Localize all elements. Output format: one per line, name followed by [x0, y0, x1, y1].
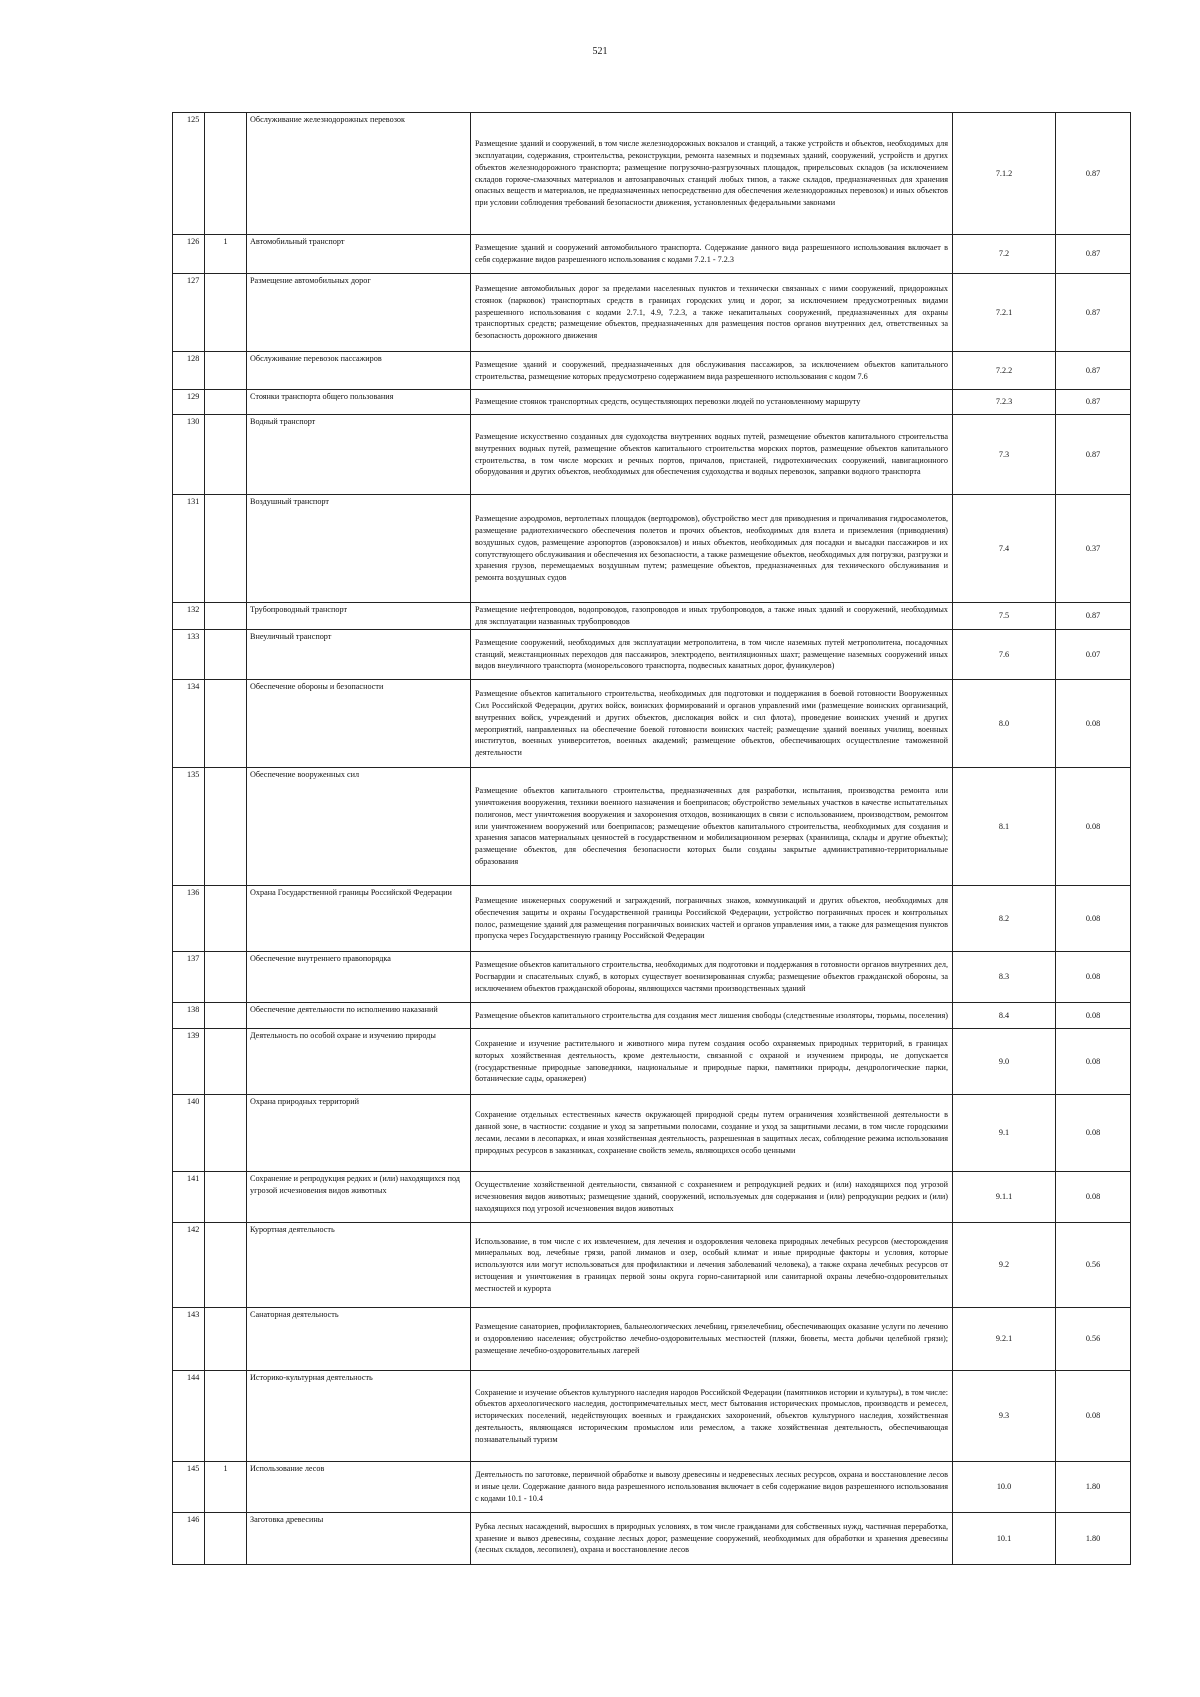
- land-use-description: Размещение объектов капитального строительства, необходимых для подготовки и поддержания в готовности органов внутренних дел, Росгвардии и спасательных служб, в которых существует военизированная служба; размещение объектов гражданской обороны, за исключением объектов гражданской обороны, являющихся частями производственных зданий: [471, 952, 953, 1003]
- land-use-description: Использование, в том числе с их извлечением, для лечения и оздоровления человека природных лечебных ресурсов (месторождения минеральных вод, лечебные грязи, рапой лиманов и озер, особый климат и иные природные факторы и условия, которые используются или могут использоваться для профилактики и лечения заболеваний человека), а также охрана лечебных ресурсов от истощения и уничтожения в границах первой зоны округа горно-санитарной или санитарной охраны лечебно-оздоровительных местностей и курорта: [471, 1223, 953, 1308]
- coefficient: 0.08: [1056, 1371, 1131, 1462]
- coefficient: 0.37: [1056, 495, 1131, 603]
- land-use-description: Рубка лесных насаждений, выросших в природных условиях, в том числе гражданами для собственных нужд, частичная переработка, хранение и вывоз древесины, создание лесных дорог, размещение сооружений, необходимых для обработки и хранения древесины (лесных складов, лесопилен), охрана и восстановление лесов: [471, 1513, 953, 1565]
- land-use-code: 9.3: [953, 1371, 1056, 1462]
- land-use-name: Обеспечение обороны и безопасности: [247, 680, 471, 768]
- coefficient: 0.08: [1056, 768, 1131, 886]
- row-number: 141: [173, 1172, 205, 1223]
- table-row: [173, 630, 1131, 680]
- table-row: [173, 1513, 1131, 1565]
- land-use-name: Обслуживание перевозок пассажиров: [247, 352, 471, 390]
- land-use-description: Размещение объектов капитального строительства, предназначенных для разработки, испытания, производства ремонта или уничтожения вооружения, техники военного назначения и боеприпасов; обустройство земельных участков в качестве испытательных полигонов, мест уничтожения вооружения и захоронения отходов, возникающих в связи с использованием, производством, ремонтом или уничтожением вооружений или боеприпасов; размещение объектов капитального строительства, необходимых для создания и хранения запасов материальных ценностей в государственном и мобилизационном резервах (хранилища, склады и другие объекты); размещение объектов, для обеспечения безопасности которых были созданы закрытые административно-территориальные образования: [471, 768, 953, 886]
- coefficient: 0.87: [1056, 603, 1131, 630]
- land-use-description: Осуществление хозяйственной деятельности, связанной с сохранением и репродукцией редких и (или) находящихся под угрозой исчезновения видов животных; размещение зданий, сооружений, используемых для содержания и (или) репродукции редких и (или) находящихся под угрозой исчезновения видов животных: [471, 1172, 953, 1223]
- land-use-name: Трубопроводный транспорт: [247, 603, 471, 630]
- row-level: [205, 630, 247, 680]
- land-use-name: Деятельность по особой охране и изучению природы: [247, 1029, 471, 1095]
- row-level: [205, 768, 247, 886]
- land-use-description: Сохранение и изучение растительного и животного мира путем создания особо охраняемых природных территорий, в границах которых хозяйственная деятельность, кроме деятельности, связанной с охраной и изучением природы, не допускается (государственные природные заповедники, национальные и природные парки, памятники природы, дендрологические парки, ботанические сады, оранжереи): [471, 1029, 953, 1095]
- table-row: [173, 1029, 1131, 1095]
- coefficient: 0.08: [1056, 1029, 1131, 1095]
- coefficient: 1.80: [1056, 1462, 1131, 1513]
- row-level: [205, 495, 247, 603]
- land-use-code: 9.2: [953, 1223, 1056, 1308]
- row-number: 145: [173, 1462, 205, 1513]
- row-level: [205, 886, 247, 952]
- row-level: [205, 1308, 247, 1371]
- table-row: [173, 274, 1131, 352]
- row-level: [205, 1003, 247, 1029]
- land-use-name: Обеспечение деятельности по исполнению наказаний: [247, 1003, 471, 1029]
- land-use-description: Размещение зданий и сооружений автомобильного транспорта. Содержание данного вида разрешенного использования включает в себя содержание видов разрешенного использования с кодами 7.2.1 - 7.2.3: [471, 235, 953, 274]
- row-number: 134: [173, 680, 205, 768]
- land-use-code: 7.2.3: [953, 390, 1056, 415]
- row-level: [205, 274, 247, 352]
- table-row: [173, 390, 1131, 415]
- row-number: 129: [173, 390, 205, 415]
- land-use-description: Размещение искусственно созданных для судоходства внутренних водных путей, размещение объектов капитального строительства внутренних водных путей, размещение объектов капитального строительства морских портов, размещение объектов капитального строительства, в том числе морских и речных портов, причалов, пристаней, гидротехнических сооружений, навигационного оборудования и других объектов, необходимых для обеспечения судоходства и водных перевозок, заправки водного транспорта: [471, 415, 953, 495]
- land-use-code: 7.2.1: [953, 274, 1056, 352]
- row-number: 127: [173, 274, 205, 352]
- coefficient: 0.08: [1056, 1172, 1131, 1223]
- table-row: [173, 1003, 1131, 1029]
- row-level: [205, 1172, 247, 1223]
- coefficient: 0.08: [1056, 1003, 1131, 1029]
- land-use-description: Размещение объектов капитального строительства, необходимых для подготовки и поддержания в боевой готовности Вооруженных Сил Российской Федерации, других войск, воинских формирований и органов управлений ими (размещение воинских организаций, внутренних войск, учреждений и других объектов, дислокация войск и сил флота), проведение воинских учений и других мероприятий, направленных на обеспечение боевой готовности воинских частей; размещение зданий военных училищ, военных институтов, военных университетов, военных академий; размещение объектов, обеспечивающих осуществление таможенной деятельности: [471, 680, 953, 768]
- table-row: [173, 415, 1131, 495]
- land-use-code: 7.2: [953, 235, 1056, 274]
- land-use-code: 8.4: [953, 1003, 1056, 1029]
- row-number: 128: [173, 352, 205, 390]
- land-use-description: Размещение зданий и сооружений, в том числе железнодорожных вокзалов и станций, а также устройств и объектов, необходимых для эксплуатации, содержания, строительства, реконструкции, ремонта наземных и подземных зданий, сооружений, устройств и других объектов железнодорожного транспорта; размещение погрузочно-разгрузочных площадок, прирельсовых складов (за исключением складов горюче-смазочных материалов и автозаправочных станций любых типов, а также складов, предназначенных для хранения опасных веществ и материалов, не предназначенных непосредственно для обеспечения железнодорожных перевозок) и иных объектов при условии соблюдения требований безопасности движения, установленных федеральными законами: [471, 113, 953, 235]
- land-use-name: Размещение автомобильных дорог: [247, 274, 471, 352]
- table-row: [173, 952, 1131, 1003]
- land-use-code: 7.2.2: [953, 352, 1056, 390]
- row-level: [205, 680, 247, 768]
- row-number: 136: [173, 886, 205, 952]
- coefficient: 0.08: [1056, 1095, 1131, 1172]
- row-number: 132: [173, 603, 205, 630]
- land-use-name: Обеспечение вооруженных сил: [247, 768, 471, 886]
- land-use-name: Автомобильный транспорт: [247, 235, 471, 274]
- row-level: [205, 1371, 247, 1462]
- land-use-description: Размещение автомобильных дорог за пределами населенных пунктов и технически связанных с ними сооружений, придорожных стоянок (парковок) транспортных средств в границах городских улиц и дорог, за исключением предусмотренных видами разрешенного использования с кодами 2.7.1, 4.9, 7.2.3, а также некапитальных сооружений, предназначенных для охраны транспортных средств; размещение объектов, предназначенных для размещения постов органов внутренних дел, ответственных за безопасность дорожного движения: [471, 274, 953, 352]
- row-number: 133: [173, 630, 205, 680]
- coefficient: 0.87: [1056, 390, 1131, 415]
- land-use-code: 10.1: [953, 1513, 1056, 1565]
- land-use-name: Стоянки транспорта общего пользования: [247, 390, 471, 415]
- coefficient: 0.56: [1056, 1308, 1131, 1371]
- row-number: 131: [173, 495, 205, 603]
- row-level: [205, 1095, 247, 1172]
- coefficient: 0.87: [1056, 113, 1131, 235]
- land-use-description: Размещение санаториев, профилакториев, бальнеологических лечебниц, грязелечебниц, обеспечивающих оказание услуги по лечению и оздоровлению населения; обустройство лечебно-оздоровительных местностей (пляжи, бюветы, места добычи целебной грязи); размещение лечебно-оздоровительных лагерей: [471, 1308, 953, 1371]
- land-use-description: Размещение аэродромов, вертолетных площадок (вертодромов), обустройство мест для приводнения и причаливания гидросамолетов, размещение радиотехнического обеспечения полетов и прочих объектов, необходимых для взлета и приземления (приводнения) воздушных судов, размещение аэропортов (аэровокзалов) и иных объектов, необходимых для посадки и высадки пассажиров и их сопутствующего обслуживания и обеспечения их безопасности, а также размещение объектов, необходимых для погрузки, разгрузки и хранения грузов, перемещаемых воздушным путем; размещение объектов, предназначенных для технического обслуживания и ремонта воздушных судов: [471, 495, 953, 603]
- land-use-code: 7.6: [953, 630, 1056, 680]
- table-row: [173, 495, 1131, 603]
- table-row: [173, 1172, 1131, 1223]
- land-use-name: Обслуживание железнодорожных перевозок: [247, 113, 471, 235]
- land-use-description: Деятельность по заготовке, первичной обработке и вывозу древесины и недревесных лесных ресурсов, охрана и восстановление лесов и иные цели. Содержание данного вида разрешенного использования включает в себя содержание видов разрешенного использования с кодами 10.1 - 10.4: [471, 1462, 953, 1513]
- row-level: [205, 352, 247, 390]
- page-number: 521: [592, 46, 608, 57]
- table-row: [173, 1095, 1131, 1172]
- land-use-name: Воздушный транспорт: [247, 495, 471, 603]
- land-use-name: Сохранение и репродукция редких и (или) находящихся под угрозой исчезновения видов животных: [247, 1172, 471, 1223]
- table-row: [173, 113, 1131, 235]
- land-use-code: 9.1: [953, 1095, 1056, 1172]
- land-use-code: 8.1: [953, 768, 1056, 886]
- land-use-code: 7.5: [953, 603, 1056, 630]
- row-level: [205, 390, 247, 415]
- land-use-table: [172, 112, 1131, 1565]
- row-level: 1: [205, 235, 247, 274]
- table-row: [173, 1308, 1131, 1371]
- land-use-code: 9.0: [953, 1029, 1056, 1095]
- row-number: 142: [173, 1223, 205, 1308]
- row-number: 135: [173, 768, 205, 886]
- row-number: 126: [173, 235, 205, 274]
- land-use-name: Внеуличный транспорт: [247, 630, 471, 680]
- land-use-description: Размещение объектов капитального строительства для создания мест лишения свободы (следственные изоляторы, тюрьмы, поселения): [471, 1003, 953, 1029]
- coefficient: 0.87: [1056, 352, 1131, 390]
- land-use-code: 9.2.1: [953, 1308, 1056, 1371]
- land-use-name: Охрана природных территорий: [247, 1095, 471, 1172]
- row-number: 125: [173, 113, 205, 235]
- row-number: 130: [173, 415, 205, 495]
- row-level: [205, 415, 247, 495]
- land-use-code: 10.0: [953, 1462, 1056, 1513]
- land-use-description: Размещение инженерных сооружений и заграждений, пограничных знаков, коммуникаций и других объектов, необходимых для обеспечения защиты и охраны Государственной границы Российской Федерации, устройство пограничных просек и контрольных полос, размещение зданий для размещения пограничных воинских частей и органов управления ими, а также для размещения пунктов пропуска через Государственную границу Российской Федерации: [471, 886, 953, 952]
- coefficient: 0.08: [1056, 952, 1131, 1003]
- land-use-code: 8.2: [953, 886, 1056, 952]
- land-use-description: Размещение нефтепроводов, водопроводов, газопроводов и иных трубопроводов, а также иных зданий и сооружений, необходимых для эксплуатации названных трубопроводов: [471, 603, 953, 630]
- table-row: [173, 235, 1131, 274]
- row-level: [205, 603, 247, 630]
- row-level: [205, 1029, 247, 1095]
- coefficient: 0.87: [1056, 274, 1131, 352]
- row-level: [205, 1513, 247, 1565]
- land-use-description: Размещение зданий и сооружений, предназначенных для обслуживания пассажиров, за исключением объектов капитального строительства, размещение которых предусмотрено содержанием вида разрешенного использования с кодом 7.6: [471, 352, 953, 390]
- coefficient: 0.87: [1056, 235, 1131, 274]
- land-use-code: 8.3: [953, 952, 1056, 1003]
- table-row: [173, 768, 1131, 886]
- coefficient: 0.07: [1056, 630, 1131, 680]
- table-row: [173, 886, 1131, 952]
- row-number: 144: [173, 1371, 205, 1462]
- land-use-code: 8.0: [953, 680, 1056, 768]
- row-number: 138: [173, 1003, 205, 1029]
- coefficient: 0.08: [1056, 680, 1131, 768]
- table-row: [173, 1371, 1131, 1462]
- land-use-name: Санаторная деятельность: [247, 1308, 471, 1371]
- row-number: 140: [173, 1095, 205, 1172]
- land-use-description: Размещение сооружений, необходимых для эксплуатации метрополитена, в том числе наземных путей метрополитена, посадочных станций, межстанционных переходов для пассажиров, электродепо, вентиляционных шахт; размещение наземных сооружений иных видов внеуличного транспорта (монорельсового транспорта, подвесных канатных дорог, фуникулеров): [471, 630, 953, 680]
- row-number: 139: [173, 1029, 205, 1095]
- land-use-description: Сохранение и изучение объектов культурного наследия народов Российской Федерации (памятников истории и культуры), в том числе: объектов археологического наследия, достопримечательных мест, мест бытования исторических промыслов, производств и ремесел, исторических поселений, недействующих военных и гражданских захоронений, объектов культурного наследия, хозяйственная деятельность, являющаяся историческим промыслом или ремеслом, а также хозяйственная деятельность, обеспечивающая познавательный туризм: [471, 1371, 953, 1462]
- row-number: 143: [173, 1308, 205, 1371]
- coefficient: 0.56: [1056, 1223, 1131, 1308]
- table-row: [173, 352, 1131, 390]
- land-use-code: 7.3: [953, 415, 1056, 495]
- land-use-name: Заготовка древесины: [247, 1513, 471, 1565]
- land-use-name: Историко-культурная деятельность: [247, 1371, 471, 1462]
- coefficient: 0.08: [1056, 886, 1131, 952]
- row-number: 137: [173, 952, 205, 1003]
- land-use-code: 9.1.1: [953, 1172, 1056, 1223]
- land-use-name: Обеспечение внутреннего правопорядка: [247, 952, 471, 1003]
- land-use-name: Водный транспорт: [247, 415, 471, 495]
- row-level: [205, 952, 247, 1003]
- table-row: [173, 603, 1131, 630]
- land-use-name: Использование лесов: [247, 1462, 471, 1513]
- coefficient: 1.80: [1056, 1513, 1131, 1565]
- land-use-name: Курортная деятельность: [247, 1223, 471, 1308]
- land-use-name: Охрана Государственной границы Российской Федерации: [247, 886, 471, 952]
- row-level: [205, 1223, 247, 1308]
- land-use-code: 7.4: [953, 495, 1056, 603]
- table-row: [173, 1462, 1131, 1513]
- land-use-description: Сохранение отдельных естественных качеств окружающей природной среды путем ограничения хозяйственной деятельности в данной зоне, в частности: создание и уход за запретными полосами, создание и уход за защитными лесами, в том числе городскими лесами, лесами в лесопарках, и иная хозяйственная деятельность, разрешенная в защитных лесах, соблюдение режима использования природных ресурсов в заказниках, сохранение свойств земель, являющихся особо ценными: [471, 1095, 953, 1172]
- row-number: 146: [173, 1513, 205, 1565]
- coefficient: 0.87: [1056, 415, 1131, 495]
- row-level: 1: [205, 1462, 247, 1513]
- table-row: [173, 1223, 1131, 1308]
- table-row: [173, 680, 1131, 768]
- land-use-code: 7.1.2: [953, 113, 1056, 235]
- row-level: [205, 113, 247, 235]
- land-use-description: Размещение стоянок транспортных средств, осуществляющих перевозки людей по установленному маршруту: [471, 390, 953, 415]
